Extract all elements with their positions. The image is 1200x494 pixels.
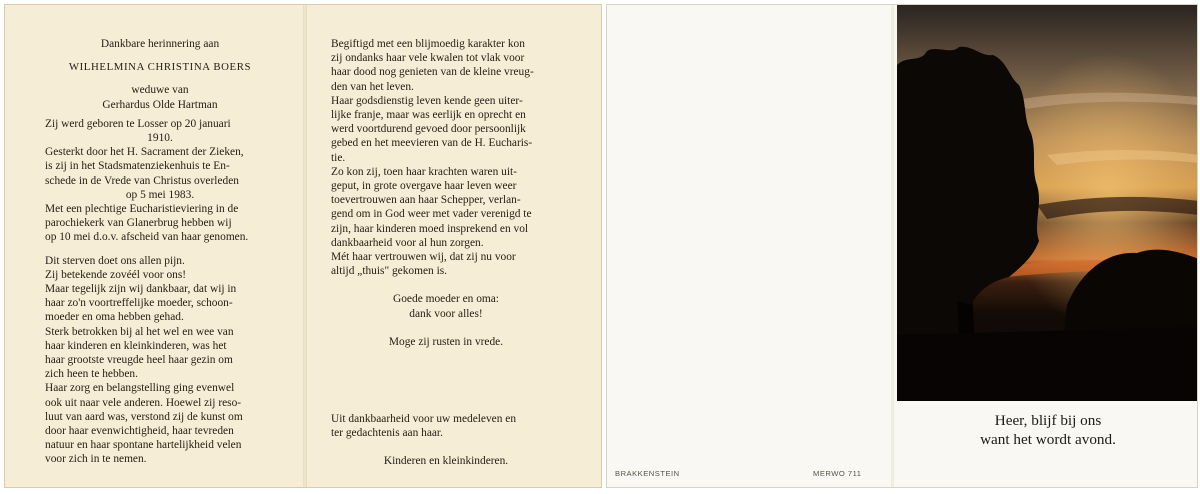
text-line: voor zich in te nemen.	[45, 453, 147, 466]
text-line: geput, in grote overgave haar leven weer	[331, 180, 517, 193]
text-line: ook uit naar vele anderen. Hoewel zij reso-	[45, 396, 242, 409]
text-line: moeder en oma hebben gehad.	[45, 311, 184, 324]
funeral-line-2: parochiekerk van Glanerbrug hebben wij	[45, 217, 232, 230]
text-line: haar dood nog genieten van de kleine vreug-	[331, 66, 534, 79]
gratitude-line-1: Uit dankbaarheid voor uw medeleven en	[331, 413, 517, 426]
text-line: Dit sterven doet ons allen pijn.	[45, 254, 185, 267]
death-line-1: Gesterkt door het H. Sacrament der Zieken,	[45, 146, 244, 159]
deceased-name: WILHELMINA CHRISTINA BOERS	[68, 61, 252, 74]
card-fold	[303, 5, 307, 487]
memorial-card-cover	[606, 4, 1198, 488]
death-date: op 5 mei 1983.	[125, 188, 195, 201]
text-line: Haar zorg en belangstelling ging evenwel	[45, 382, 235, 395]
text-line: Zo kon zij, toen haar krachten waren uit-	[331, 165, 517, 178]
printer-imprint: BRAKKENSTEIN	[615, 469, 680, 478]
text-line: zijn, haar kinderen moed insprekend en vol	[331, 222, 529, 235]
text-column-right	[331, 37, 561, 469]
birth-line: Zij werd geboren te Losser op 20 januari	[45, 117, 231, 130]
text-line: lijke franje, maar was eerlijk en oprecht en	[331, 109, 526, 122]
text-line: tie.	[331, 151, 346, 164]
caption-line-2: want het wordt avond.	[980, 431, 1116, 448]
caption-line-1: Heer, blijf bij ons	[994, 412, 1102, 429]
text-line: dankbaarheid voor al hun zorgen.	[331, 236, 484, 249]
text-line: Sterk betrokken bij al het wel en wee van	[45, 325, 234, 338]
gratitude-line-2: ter gedachtenis aan haar.	[331, 427, 443, 440]
signature-family: Kinderen en kleinkinderen.	[383, 455, 509, 468]
cover-caption	[897, 411, 1198, 449]
rest-in-peace: Moge zij rusten in vrede.	[388, 335, 504, 348]
sunset-tree-image	[897, 5, 1198, 401]
farewell-line-2: dank voor alles!	[409, 307, 483, 320]
text-line: werd voortdurend gevoed door persoonlijk	[331, 123, 526, 136]
text-line: zich heen te hebben.	[45, 368, 138, 381]
text-line: haar zo'n voortreffelijke moeder, schoon-	[45, 297, 233, 310]
death-line-3: schede in de Vrede van Christus overleden	[45, 174, 239, 187]
text-line: haar kinderen en kleinkinderen, was het	[45, 339, 227, 352]
memorial-card-inside	[4, 4, 602, 488]
spouse-name: Gerhardus Olde Hartman	[102, 98, 218, 111]
text-line: toevertrouwen aan haar Schepper, verlan-	[331, 194, 521, 207]
text-line: luut van aard was, verstond zij de kunst om	[45, 410, 243, 423]
text-line: natuur en haar spontane hartelijkheid velen	[45, 439, 242, 452]
text-line: door haar evenwichtigheid, haar tevreden	[45, 425, 234, 438]
sunset-tree-photo	[897, 5, 1198, 401]
widow-label: weduwe van	[131, 84, 189, 97]
death-line-2: is zij in het Stadsmatenziekenhuis te En-	[45, 160, 230, 173]
card-fold	[891, 5, 894, 487]
print-code: MERWO 711	[813, 469, 862, 478]
text-line: gebed en het meevieren van de H. Eucharis-	[331, 137, 533, 150]
farewell-line-1: Goede moeder en oma:	[393, 293, 499, 306]
text-column-left	[45, 37, 275, 467]
text-line: Maar tegelijk zijn wij dankbaar, dat wij in	[45, 283, 237, 296]
text-line: Zij betekende zovéél voor ons!	[45, 268, 187, 281]
text-line: gend om in God weer met vader verenigd te	[331, 208, 532, 221]
text-line: den van het leven.	[331, 80, 414, 93]
text-line: zij ondanks haar vele kwalen tot vlak voor	[331, 52, 525, 65]
text-line: Mét haar vertrouwen wij, dat zij nu voor	[331, 251, 516, 264]
text-line: Haar godsdienstig leven kende geen uiter-	[331, 94, 523, 107]
text-line: haar grootste vreugde heel haar gezin om	[45, 354, 233, 367]
birth-year: 1910.	[147, 132, 173, 145]
text-line: altijd „thuis" gekomen is.	[331, 265, 448, 278]
funeral-line-1: Met een plechtige Eucharistieviering in de	[45, 203, 239, 216]
text-line: Begiftigd met een blijmoedig karakter kon	[331, 38, 525, 50]
funeral-line-3: op 10 mei d.o.v. afscheid van haar genomen.	[45, 231, 249, 244]
heading-remembrance: Dankbare herinnering aan	[100, 38, 220, 50]
